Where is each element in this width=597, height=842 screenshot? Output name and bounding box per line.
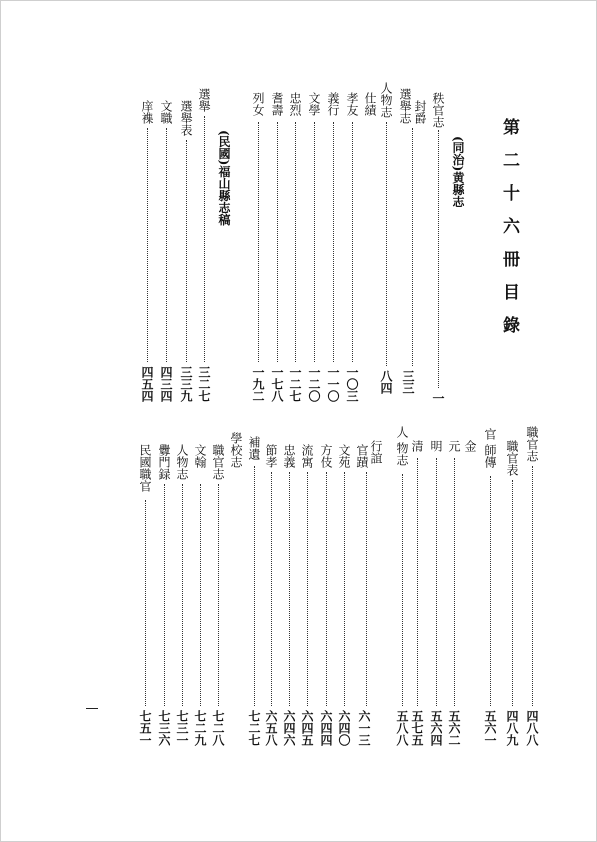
entry-page-jiexiao: 六五八 [264,710,278,746]
leader-zhiguan [438,130,439,388]
entry-label-qing: 清 [410,440,424,452]
leader-xiangjin [147,128,148,362]
entry-page-lienu: 一九二 [251,366,265,402]
leader-lienu [258,122,259,362]
entry-label-xuanju-b: 選舉 [197,88,211,112]
entry-label-xiaoyou: 孝友 [345,92,359,116]
entry-page-zhiguan2: 七二八 [211,710,225,746]
entry-label-zhiguan: 秩官志 [431,92,445,128]
entry-label-zhiguanbiao: 職官表 [505,440,519,476]
leader-yuan [454,458,455,706]
leader-xuanju-b [204,116,205,362]
entry-label-wenhan: 文翰 [193,444,207,468]
entry-page-xuanjubiao: 三三九 [179,366,193,402]
leader-renwu2 [182,484,183,706]
entry-label-buyi: 補遺 [247,436,261,460]
folio-mark [86,708,98,709]
leader-buyi [254,466,255,706]
leader-renwuzhi [402,474,403,706]
entry-label-wenyuan: 文苑 [337,444,351,468]
entry-label-xuanju: 選舉志 [398,88,412,124]
leader-wenxue [314,122,315,362]
entry-label-xiangjin: 庠襍 [140,100,154,124]
leader-wenzhi [166,128,167,362]
leader-xuanjubiao [186,140,187,362]
entry-label-zhonglie: 忠烈 [288,92,302,116]
entry-page-wenyuan: 六四〇 [337,710,351,746]
entry-label-renwuzhi-b: 物志 [395,442,409,466]
entry-label-zhiguan2: 職官志 [211,444,225,480]
entry-label-yuan: 元 [447,440,461,452]
entry-page-xiaoyou: 一〇三 [345,366,359,402]
entry-page-ming: 五六四 [429,710,443,746]
entry-page-wenzhi: 四三四 [159,366,173,402]
entry-label-fengjue: 封爵 [413,100,427,124]
leader-zhiguanzhi [532,466,533,706]
entry-page-renwu: 八四 [379,370,393,394]
gazetteer-title-tongzhi: (同治)黄縣志 [451,136,465,208]
entry-page-fangji: 六四四 [319,710,333,746]
entry-page-wenxue: 一二〇 [307,366,321,402]
entry-page-buyi: 七二七 [247,710,261,746]
leader-fangji [326,472,327,706]
entry-label-wenzhi: 文職 [159,100,173,124]
leader-qishou [277,122,278,362]
entry-label-guan: 官 [483,428,497,440]
entry-label-renwu2: 人物志 [175,444,189,480]
leader-xiaoyou [352,122,353,362]
entry-page-yixing: 一一〇 [326,366,340,402]
entry-page-renwuzhi: 五八八 [395,710,409,746]
volume-title: 第二十六冊目錄 [499,118,519,349]
entry-page-jiemen: 七三六 [157,710,171,746]
leader-guanji [366,472,367,706]
leader-zhongyi [289,472,290,706]
entry-page-guanji: 六一三 [357,710,371,746]
gazetteer-title-minguo: (民國)福山縣志稿 [217,130,231,226]
entry-label-fangji: 方伎 [319,444,333,468]
entry-label-minguo: 民國職官 [138,444,152,492]
entry-page-xiangjin: 四五四 [140,366,154,402]
leader-jiemen [164,484,165,706]
entry-label-renwuzhi-a: 人 [395,426,409,438]
entry-label-xuanjubiao: 選舉表 [179,100,193,136]
entry-label-shizhuan: 師傳 [483,444,497,468]
leader-qing [417,458,418,706]
entry-page-renwu2: 七三一 [175,710,189,746]
entry-label-jiexiao: 節孝 [264,444,278,468]
entry-label-renwu: 人物志 [379,82,393,118]
entry-page-zhongyi: 六四六 [282,710,296,746]
entry-page-liuyu: 六四五 [300,710,314,746]
entry-label-xingyi: 行誼 [369,440,383,464]
entry-label-xuexiao: 學校志 [229,432,243,468]
leader-shizhuan [490,476,491,706]
entry-page-qishou: 一七八 [270,366,284,402]
entry-page-wenhan: 七二九 [193,710,207,746]
entry-page-xuanju-b: 三二七 [197,366,211,402]
leader-minguo [145,500,146,706]
leader-ming [436,458,437,706]
entry-label-yixing: 義行 [326,92,340,116]
entry-label-guanji: 官蹟 [355,444,369,468]
entry-label-ming: 明 [429,440,443,452]
entry-label-jiemen: 釁門録 [157,444,171,480]
leader-jiexiao [271,472,272,706]
leader-fengjue [412,128,413,366]
leader-wenyuan [344,472,345,706]
leader-liuyu [307,472,308,706]
entry-label-lienu: 列女 [251,92,265,116]
leader-yixing [333,122,334,362]
leader-zhiguanbiao [512,480,513,706]
entry-page-qing: 五七五 [410,710,424,746]
entry-label-shiji: 仕績 [363,92,377,116]
entry-page-shizhuan: 五六一 [483,710,497,746]
entry-label-qishou: 耆壽 [270,92,284,116]
entry-label-zhiguanzhi: 職官志 [525,426,539,462]
leader-zhiguan2 [218,484,219,706]
entry-label-jin: 金 [463,440,477,452]
leader-renwu [386,122,387,366]
entry-page-minguo: 七五一 [138,710,152,746]
entry-page-zhonglie: 一二七 [288,366,302,402]
entry-page-zhiguan: 一 [431,392,445,404]
entry-label-zhongyi: 忠義 [282,444,296,468]
entry-label-wenxue: 文學 [307,92,321,116]
entry-label-liuyu: 流寓 [300,444,314,468]
entry-page-zhiguanbiao: 四八九 [505,710,519,746]
entry-page-fengjue: 三三 [401,370,415,394]
leader-zhonglie [295,122,296,362]
entry-page-zhiguanzhi: 四八八 [525,710,539,746]
entry-page-yuan: 五六二 [447,710,461,746]
leader-wenhan [200,484,201,706]
